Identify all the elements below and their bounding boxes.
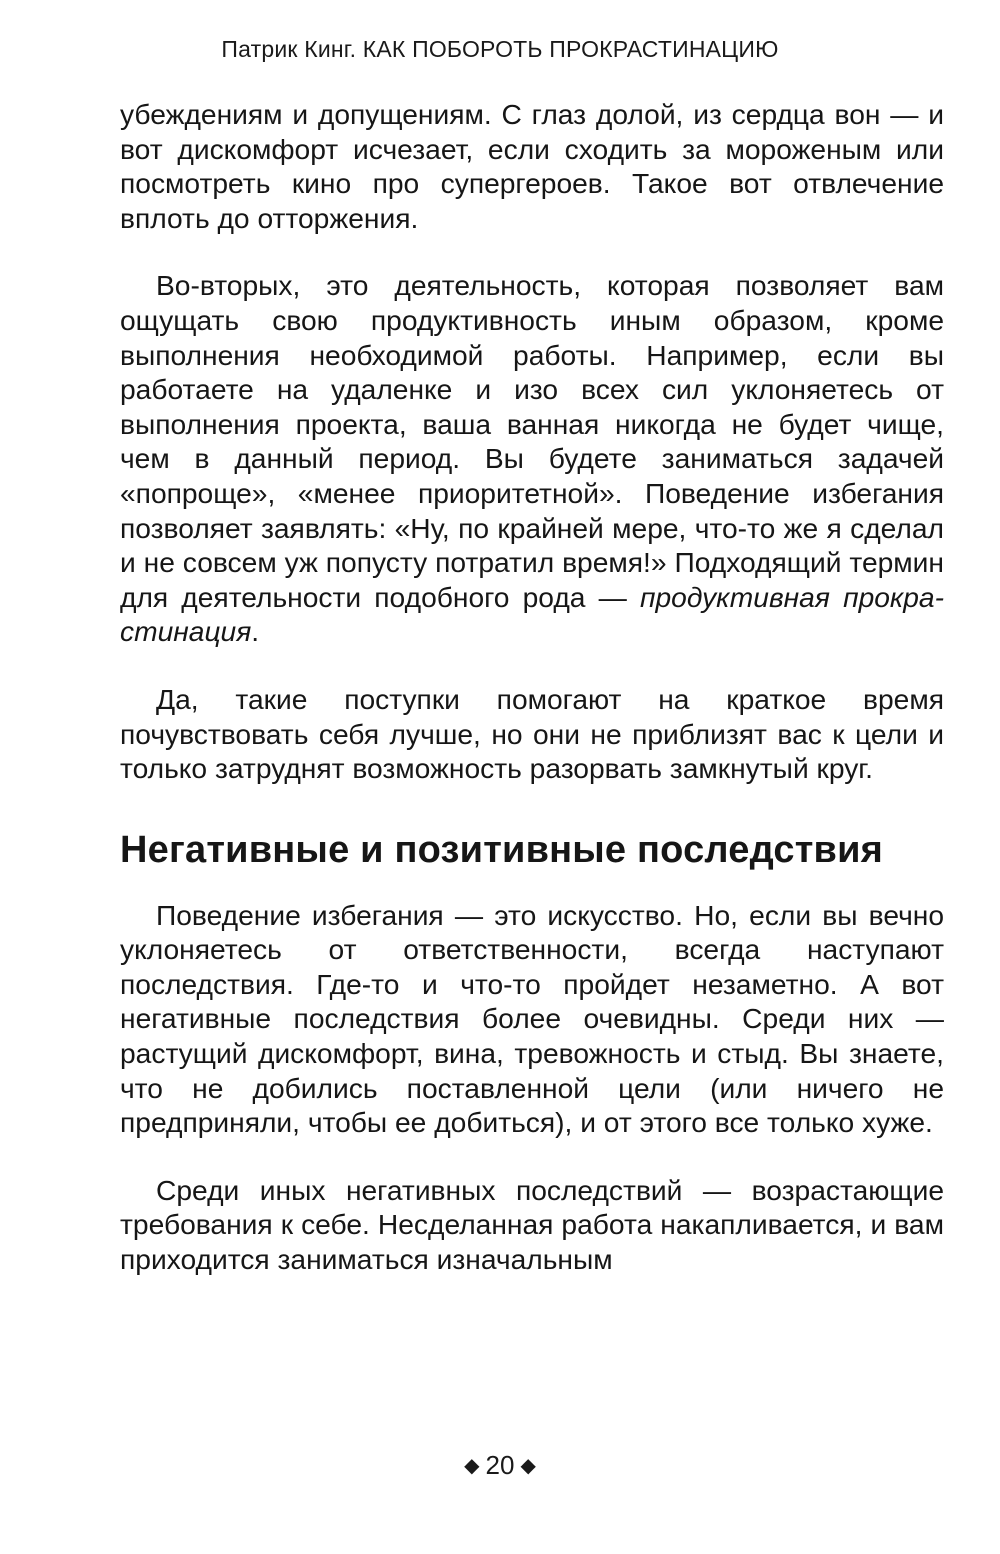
paragraph-productive-procrastination xyxy=(120,268,944,649)
paragraph-vicious-circle: Да, такие поступки помогают на краткое время почувствовать себя лучше, но они не приблизят вас к цели и только затруднят возможность разорвать замкнутый круг. xyxy=(120,682,944,785)
section-heading: Негативные и позитивные последствия xyxy=(120,828,884,871)
paragraph-other-consequences: Среди иных негативных последствий — возрастающие требования к себе. Несделанная работа накапливается, и вам приходится заниматься изначальным xyxy=(120,1173,944,1276)
diamond-ornament-icon: ◆ xyxy=(520,1455,536,1477)
page-number: 20 xyxy=(485,1450,515,1480)
paragraph-continuation: убеждениям и допущениям. С глаз долой, из сердца вон — и вот дискомфорт исчезает, если сходить за мороженым или посмотреть кино про супергероев. Такое вот отвлечение вплоть до отторжения. xyxy=(120,98,944,234)
paragraph-avoidance-consequences: Поведение избегания — это искусство. Но, если вы вечно уклоняетесь от ответственности, всегда наступают последствия. Где-то и что-то пройдет незаметно. А вот негативные последствия более очевидны. Среди них — растущий дискомфорт, вина, тревожность и стыд. Вы знаете, что не добились поставленной цели (или ничего не предприняли, чтобы ее добиться), и от этого все только хуже. xyxy=(120,898,944,1139)
paragraph-text: Во-вторых, это деятельность, которая позволяет вам ощущать свою продуктивность иным образом, кроме выполнения необходимой работы. Например, если вы работаете на удаленке и изо всех сил уклоняетесь от выполнения проекта, ваша ванная никогда не будет чище, чем в данный период. Вы будете заниматься задачей «попроще», «менее приоритетной». Поведение избегания позволяет заявлять: «Ну, по крайней мере, что-то же я сделал и не совсем уж попусту потратил время!» Подходящий термин для деятельности подобного рода — xyxy=(120,269,944,613)
page-body xyxy=(120,97,944,1277)
page-number-footer xyxy=(0,1450,1000,1481)
diamond-ornament-icon: ◆ xyxy=(464,1455,480,1477)
paragraph-tail: . xyxy=(251,615,260,648)
emphasis-term: продуктивная прокрастинация xyxy=(120,580,944,648)
running-head: Патрик Кинг. КАК ПОБОРОТЬ ПРОКРАСТИНАЦИЮ xyxy=(221,36,779,62)
